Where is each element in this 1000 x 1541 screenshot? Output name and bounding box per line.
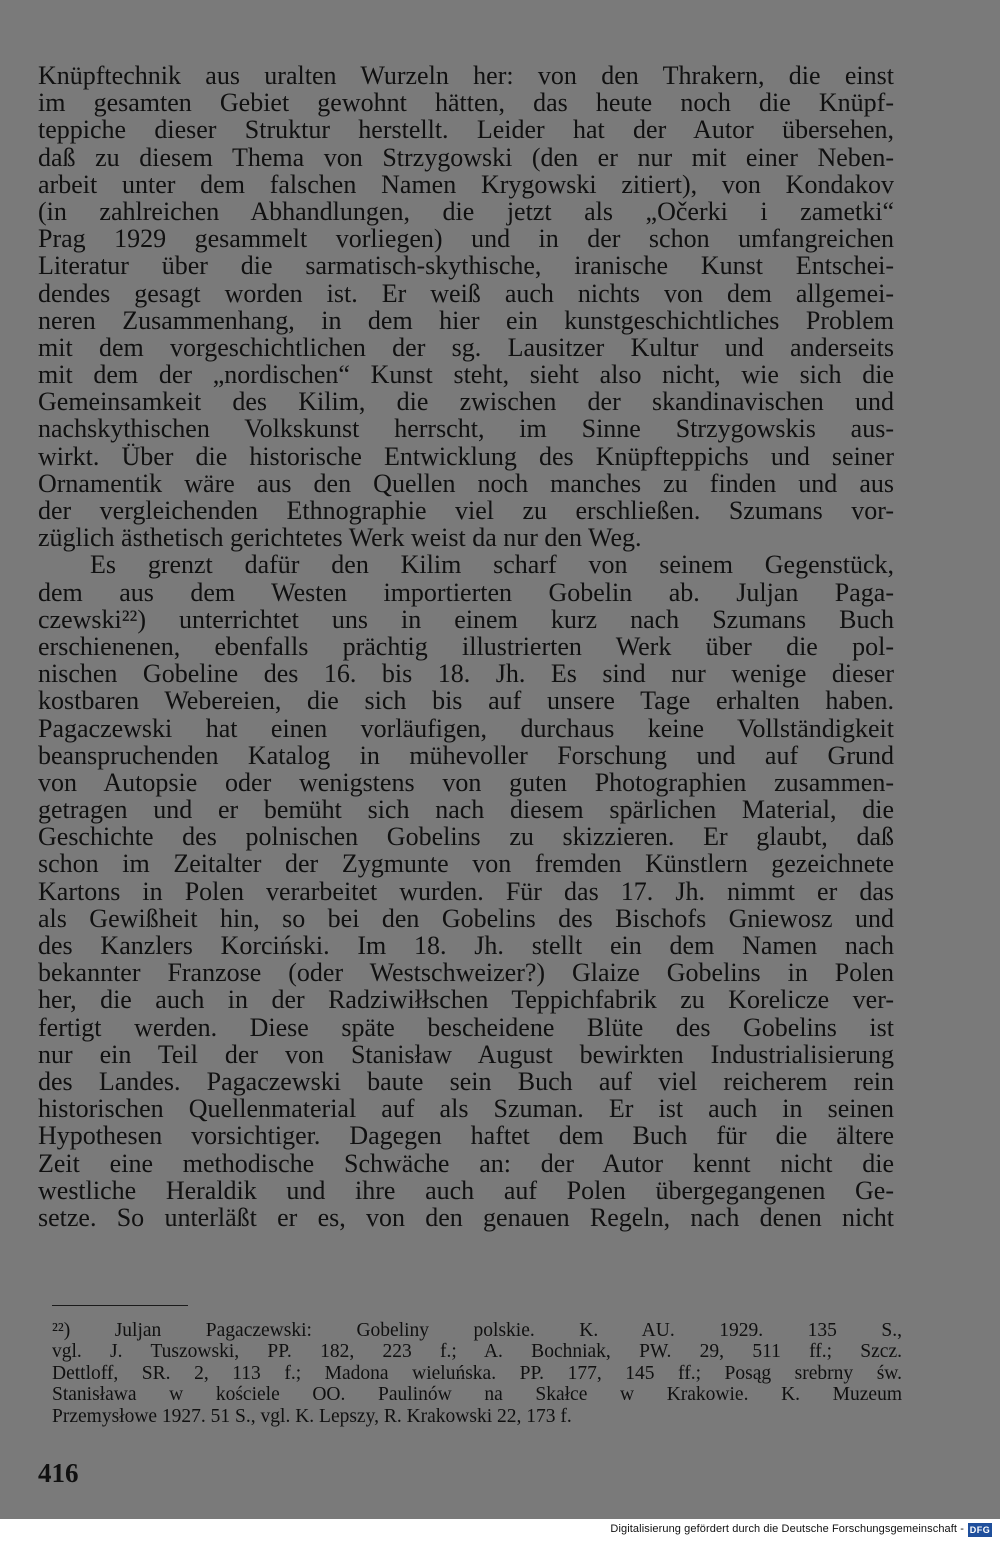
digitization-credit-bar [0,1519,1000,1541]
text-line: (in zahlreichen Abhandlungen, die jetzt als „Očerki i zametki“ [38,196,894,226]
text-line: als Gewißheit hin, so bei den Gobelins des Bischofs Gniewosz und [38,903,894,933]
text-line: des Landes. Pagaczewski baute sein Buch auf viel reicherem rein [38,1066,894,1096]
text-line: dem aus dem Westen importierten Gobelin ab. Juljan Paga- [38,577,894,607]
footnote-line: Stanisława w kościele OO. Paulinów na Skałce w Krakowie. K. Muzeum [52,1384,902,1406]
text-line: Ornamentik wäre aus den Quellen noch manches zu finden und aus [38,468,894,498]
body-text [38,62,894,1231]
paragraph-start-line: Es grenzt dafür den Kilim scharf von seinem Gegenstück, [90,550,894,580]
text-line: historischen Quellenmaterial auf als Szuman. Er ist auch in seinen [38,1094,894,1124]
text-line: Zeit eine methodische Schwäche an: der Autor kennt nicht die [38,1148,894,1178]
text-line: czewski²²) unterrichtet uns in einem kurz nach Szumans Buch [38,604,894,634]
text-line: im gesamten Gebiet gewohnt hätten, das heute noch die Knüpf- [38,88,894,118]
text-line: her, die auch in der Radziwiłłschen Teppichfabrik zu Korelicze ver- [38,985,894,1015]
footnote-line: Przemysłowe 1927. 51 S., vgl. K. Lepszy, R. Krakowski 22, 173 f. [52,1405,572,1427]
funding-credit-text: Digitalisierung gefördert durch die Deutsche Forschungsgemeinschaft - [610,1523,964,1535]
page-number: 416 [38,1458,79,1488]
text-line: fertigt werden. Diese späte bescheidene Blüte des Gobelins ist [38,1012,894,1042]
footnote-divider [52,1305,188,1306]
text-line: wirkt. Über die historische Entwicklung des Knüpfteppichs und seiner [38,441,894,471]
text-line: teppiche dieser Struktur herstellt. Leider hat der Autor übersehen, [38,115,894,145]
dfg-logo-icon[interactable]: DFG [969,1525,991,1535]
footnote-line: ²²) Juljan Pagaczewski: Gobeliny polskie. K. AU. 1929. 135 S., [52,1320,902,1341]
text-line: getragen und er bemüht sich nach diesem spärlichen Material, die [38,795,894,825]
text-line: Prag 1929 gesammelt vorliegen) und in der schon umfangreichen [38,224,894,254]
text-line: daß zu diesem Thema von Strzygowski (den er nur mit einer Neben- [38,142,894,172]
text-line: mit dem der „nordischen“ Kunst steht, sieht also nicht, wie sich die [38,360,894,390]
text-line: erschienenen, ebenfalls prächtig illustrierten Werk über die pol- [38,631,894,661]
text-line: setze. So unterläßt er es, von den genauen Regeln, nach denen nicht [38,1202,894,1232]
text-line: neren Zusammenhang, in dem hier ein kunstgeschichtliches Problem [38,305,894,335]
text-line: Gemeinsamkeit des Kilim, die zwischen der skandinavischen und [38,387,894,417]
text-line: Pagaczewski hat einen vorläufigen, durchaus keine Vollständigkeit [38,713,894,743]
footnote-line: Dettloff, SR. 2, 113 f.; Madona wieluńska. PP. 177, 145 ff.; Posąg srebrny św. [52,1362,902,1384]
text-line: kostbaren Webereien, die sich bis auf unsere Tage erhalten haben. [38,686,894,716]
text-line: Geschichte des polnischen Gobelins zu skizzieren. Er glaubt, daß [38,822,894,852]
footnote-line: vgl. J. Tuszowski, PP. 182, 223 f.; A. Bochniak, PW. 29, 511 ff.; Szcz. [52,1341,902,1363]
text-line: der vergleichenden Ethnographie viel zu erschließen. Szumans vor- [38,496,894,525]
text-line: des Kanzlers Korciński. Im 18. Jh. stellt ein dem Namen nach [38,931,894,960]
text-line: dendes gesagt worden ist. Er weiß auch nichts von dem allgemei- [38,278,894,308]
text-line: nischen Gobeline des 16. bis 18. Jh. Es sind nur wenige dieser [38,659,894,689]
text-line: westliche Heraldik und ihre auch auf Polen übergegangenen Ge- [38,1175,894,1205]
text-line: Knüpftechnik aus uralten Wurzeln her: von den Thrakern, die einst [38,61,894,90]
text-line: arbeit unter dem falschen Namen Krygowski zitiert), von Kondakov [38,169,894,199]
text-line: schon im Zeitalter der Zygmunte von fremden Künstlern gezeichnete [38,849,894,879]
text-line: von Autopsie oder wenigstens von guten Photographien zusammen- [38,767,894,797]
text-line: Literatur über die sarmatisch-skythische, iranische Kunst Entschei- [38,251,894,281]
text-line: Kartons in Polen verarbeitet wurden. Für das 17. Jh. nimmt er das [38,876,894,906]
text-line: Hypothesen vorsichtiger. Dagegen haftet dem Buch für die ältere [38,1121,894,1151]
text-line: beanspruchenden Katalog in mühevoller Forschung und auf Grund [38,740,894,770]
footnote [52,1320,902,1427]
text-line: züglich ästhetisch gerichtetes Werk weist da nur den Weg. [38,523,642,553]
text-line: nur ein Teil der von Stanisław August bewirkten Industrialisierung [38,1039,894,1069]
text-line: mit dem vorgeschichtlichen der sg. Lausitzer Kultur und anderseits [38,332,894,362]
text-line: bekannter Franzose (oder Westschweizer?) Glaize Gobelins in Polen [38,958,894,988]
text-line: nachskythischen Volkskunst herrscht, im Sinne Strzygowskis aus- [38,414,894,444]
